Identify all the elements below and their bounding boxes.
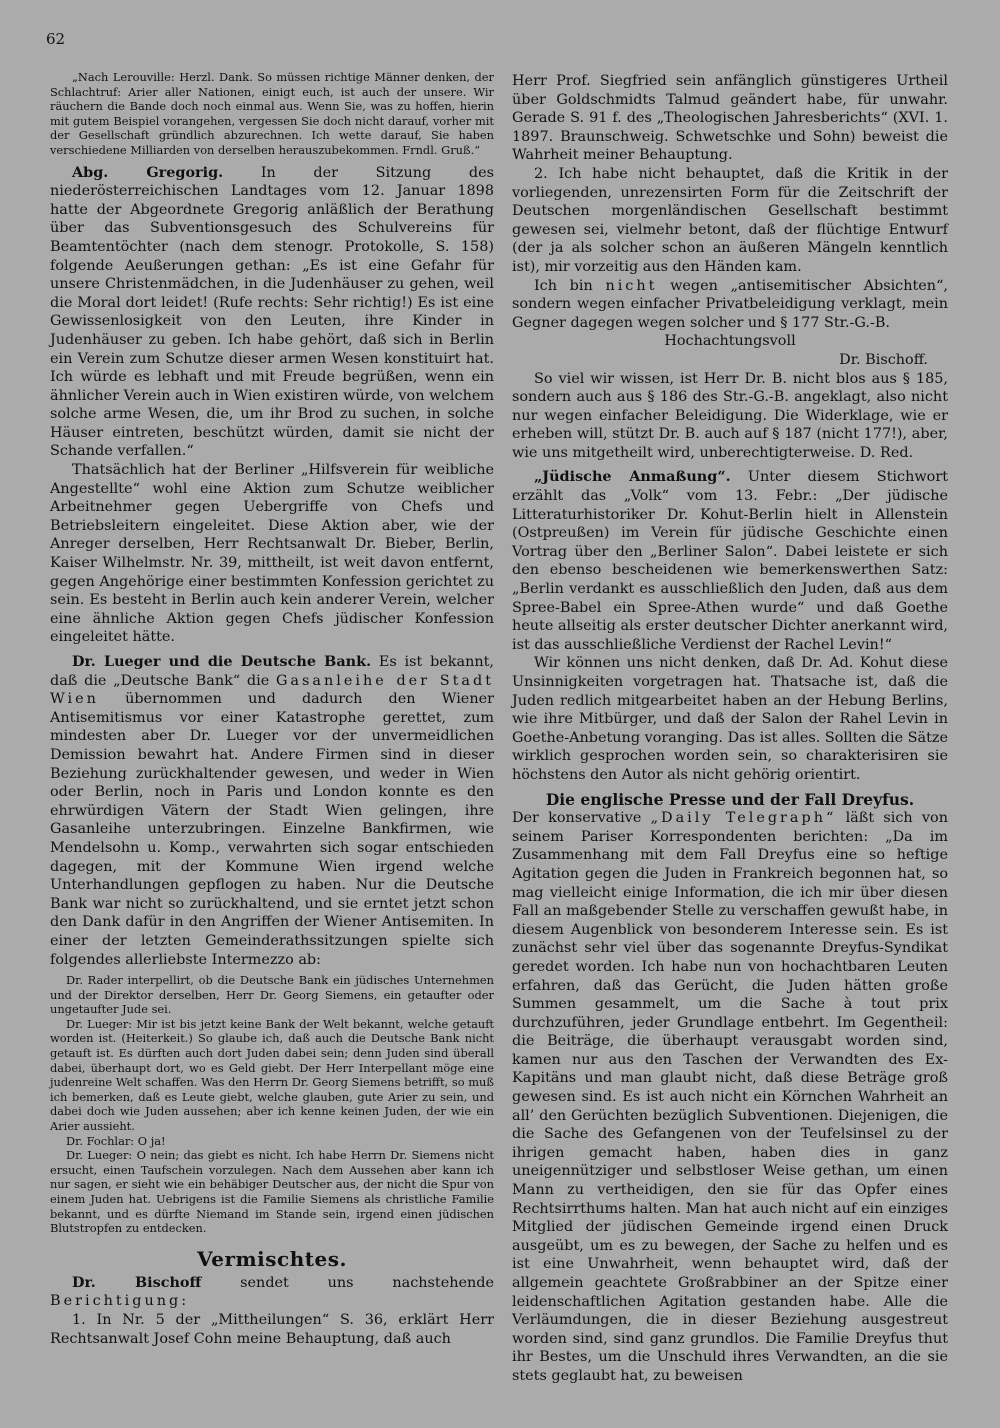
quote-lueger-1: Dr. Lueger: Mir ist bis jetzt keine Bank der Welt bekannt, welche getauft worden ist. (Heiterkeit.) So glaube ich, daß auch die Deutsche Bank nicht getauft ist. Es dürften auch dort Juden dabei sein; denn Juden sind überall dabei, überhaupt dort, wo es Geld giebt. Der Herr Interpellant möge eine judenreine Welt schaffen. Was den Herrn Dr. Georg Siemens betrifft, so muß ich bemerken, daß es Leute giebt, welche glauben, gute Arier zu sein, und dabei doch wie Juden aussehen; aber ich kenne keinen Juden, der wie ein Arier aussieht. [50,1016,494,1134]
anmassung-heading: „Jüdische Anmaßung“. [534,468,731,486]
bischoff-p4-a: Ich bin [534,277,593,294]
gregorig-paragraph [50,164,494,462]
bischoff-continuation: Herr Prof. Siegfried sein anfänglich günstigeres Urtheil über Goldschmidts Talmud geändert habe, für unwahr. Gerade S. 91 f. des „Theologischen Jahresberichts“ (XVI. 1. 1897. Braunschweig. Schwetschke und Sohn) beweist die Wahrheit meiner Behauptung. [512,73,948,164]
dreyfus-text-spaced: „Daily Telegraph“ [650,810,837,827]
dreyfus-heading: Die englische Presse und der Fall Dreyfus. [545,789,915,809]
gregorig-text: In der Sitzung des niederösterreichischen Landtages vom 12. Januar 1898 hatte der Abgeordnete Gregorig anläßlich der Berathung über das Subventionsgesuch des Schulvereins für Beamtentöchter (nach dem stenogr. Protokolle, S. 158) folgende Aeußerungen gethan: „Es ist eine Gefahr für unsere Christenmädchen, in die Judenhäuser zu gehen, weil die Moral dort leidet! (Rufe rechts: Sehr richtig!) Es ist eine Gewissenlosigkeit von den Leuten, ihre Kinder in Judenhäuser zu geben. Ich habe gehört, daß sich in Berlin ein Verein zum Schutze dieser armen Wesen konstituirt hat. Ich würde es lebhaft und mit Freude begrüßen, wenn ein ähnlicher Verein auch in Wien existiren würde, von welchem solche arme Wesen, die, um ihr Brod zu suchen, in solche Häuser eintreten, beschützt würden, damit sie nicht der Schande verfallen.“ [50,164,494,460]
bischoff-text-spaced: Berichtigung: [50,1293,190,1310]
dreyfus-text-b: läßt sich von seinem Pariser Korrespondenten berichten: „Da im Zusammenhang mit dem Fall Dreyfus eine so heftige Agitation gegen die Juden in Frankreich begonnen hat, so mag vielleicht einige Information, die ich mir über diesen Fall an maßgebender Stelle zu verschaffen gewußt habe, in diesem Augenblick von besonderem Interesse sein. Es ist zunächst sehr viel über das sogenannte Dreyfus-Syndikat geredet worden. Ich habe nun von hochachtbaren Leuten erfahren, daß das Gerücht, die Juden hätten große Summen gesammelt, um die Sache à tout prix durchzuführen, jeder Grundlage entbehrt. Im Gegentheil: die Beiträge, die überhaupt verausgabt worden sind, kamen nur aus den Taschen der Verwandten des Ex-Kapitäns und man glaubt nicht, daß diese Beträge groß gewesen sind. Es ist auch nicht ein Körnchen Wahrheit an all’ den Gerüchten bezüglich Subventionen. Diejenigen, die die Sache des Gefangenen von der Teufelsinsel zu der ihrigen gemacht haben, haben dies in ganz uneigennütziger und selbstloser Weise gethan, um einen Mann zu vertheidigen, den sie für das Opfer eines Rechtsirrthums halten. Man hat auch nicht auf ein einziges Mitglied der jüdischen Gemeinde irgend einen Druck ausgeübt, um es zu bewegen, der Sache zu helfen und es ist eine Unwahrheit, wenn behauptet wird, daß der allgemein geachtete Großrabbiner an der Spitze einer leidenschaftlichen Agitation gestanden habe. Alle die Verläumdungen, die in dieser Beziehung ausgestreut worden sind, sind ganz grundlos. Die Familie Dreyfus thut ihr Bestes, um die Unschuld ihres Verwandten, an die sie stets geglaubt hat, zu beweisen [512,810,948,1384]
editor-note: So viel wir wissen, ist Herr Dr. B. nicht blos aus § 185, sondern auch aus § 186 des Str.-G.-B. angeklagt, also nicht nur wegen einfacher Beleidigung. Die Widerklage, wie er erheben will, stützt Dr. B. auch auf § 187 (nicht 177!), aber, wie uns mitgetheilt wird, unberechtigterweise. D. Red. [512,370,948,461]
bischoff-paragraph [50,1274,494,1311]
bischoff-point-1: 1. In Nr. 5 der „Mittheilungen“ S. 36, erklärt Herr Rechtsanwalt Josef Cohn meine Behauptung, daß auch [50,1311,494,1347]
lueger-heading: Dr. Lueger und die Deutsche Bank. [72,653,372,670]
dreyfus-text-a: Der konservative [512,810,642,827]
section-title: Vermischtes. [197,1246,347,1271]
dreyfus-paragraph [512,809,948,1385]
quote-fochlar: Dr. Fochlar: O ja! [66,1133,166,1148]
bischoff-p4-spaced: nicht [605,277,658,294]
bischoff-p4-b: wegen „antisemitischer Absichten“, sondern wegen einfacher Privatbeleidigung verklagt, mein Gegner dagegen wegen solcher und § 177 Str.-G.-B. [512,277,949,331]
quote-lueger-2: Dr. Lueger: O nein; das giebt es nicht. Ich habe Herrn Dr. Siemens nicht ersucht, einen Taufschein vorzulegen. Nach dem Aussehen aber kann ich nur sagen, er sieht wie ein behäbiger Deutscher aus, der nicht die Spur von einem Juden hat. Uebrigens ist die Familie Siemens als christliche Familie bekannt, und es dürfte Niemand im Stande sein, irgend einen jüdischen Blutstropfen zu entdecken. [50,1148,494,1236]
lueger-text-b: übernommen und dadurch den Wiener Antisemitismus vor einer Katastrophe gerettet, zum mindesten aber Dr. Lueger vor der unvermeidlichen Demission bewahrt hat. Andere Firmen sind in dieser Beziehung zurückhaltender gewesen, und weder in Wien oder Berlin, noch in Paris und London konnte es den ehrwürdigen Vätern der Stadt Wien gelingen, ihre Gasanleihe unterzubringen. Einzelne Bankfirmen, wie Mendelsohn u. Komp., verwahrten sich sogar entschieden dagegen, mit der Kommune Wien irgend welche Unterhandlungen gepflogen zu haben. Nur die Deutsche Bank war nicht so zurückhaltend, und sie erntet jetzt schon den Dank dafür in den Angriffen der Wiener Antisemiten. In einer der letzten Gemeinderathssitzungen spielte sich folgendes allerliebste Intermezzo ab: [50,691,494,968]
anmassung-paragraph [512,468,948,654]
gregorig-paragraph-2: Thatsächlich hat der Berliner „Hilfsverein für weibliche Angestellte“ wohl eine Aktion zum Schutze weiblicher Arbeitnehmer gegen Uebergriffe von Chefs und Betriebsleitern eingeleitet. Diese Aktion aber, wie der Anreger derselben, Herr Rechtsanwalt Dr. Bieber, Berlin, Kaiser Wilhelmstr. Nr. 39, mittheilt, ist weit davon entfernt, gegen Angehörige einer bestimmten Konfession gerichtet zu sein. Es besteht in Berlin auch kein anderer Verein, welcher eine ähnliche Aktion gegen Chefs jüdischer Konfession eingeleitet hätte. [50,462,494,646]
letter-end: „Nach Lerouville: Herzl. Dank. So müssen richtige Männer denken, der Schlachtruf: Arier aller Nationen, einigt euch, ist auch der unsere. Wir räuchern die Bande doch noch einmal aus. Wenn Sie, was zu hoffen, hierin mit gutem Beispiel vorangehen, vergessen Sie doch nicht darauf, vorher mit der Gesellschaft gründlich abzurechnen. Ich wette darauf, Sie haben verschiedene Milliarden von derselben herauszubekommen. Frndl. Gruß.“ [50,70,494,157]
bischoff-heading: Dr. Bischoff [72,1273,202,1291]
bischoff-point-2: 2. Ich habe nicht behauptet, daß die Kritik in der vorliegenden, unrezensirten Form für die Zeitschrift der Deutschen morgenländischen Gesellschaft bestimmt gewesen sei, vielmehr betont, daß der flüchtige Entwurf (der ja als solcher schon an äußeren Mängeln kenntlich ist), mir vorzeitig aus den Händen kam. [512,165,948,275]
signature: Dr. Bischoff. [839,351,928,368]
bischoff-text-a: sendet uns nachstehende [240,1274,494,1291]
quote-rader: Dr. Rader interpellirt, ob die Deutsche Bank ein jüdisches Unternehmen und der Direktor derselben, Herr Dr. Georg Siemens, ein getaufter oder ungetaufter Jude sei. [50,973,494,1017]
page-number: 62 [46,30,66,48]
left-column [50,70,494,1348]
lueger-paragraph [50,653,494,969]
anmassung-text: Unter diesem Stichwort erzählt das „Volk“ vom 13. Febr.: „Der jüdische Litteraturhistoriker Dr. Kohut-Berlin hielt in Allenstein (Ostpreußen) im Verein für jüdische Geschichte einen Vortrag über den „Berliner Salon“. Dabei leistete er sich den ebenso bescheidenen wie bemerkenswerthen Satz: „Berlin verdankt es ausschließlich den Juden, daß aus dem Spree-Babel ein Spree-Athen wurde“ und daß Goethe heute allseitig als erster deutscher Dichter anerkannt wird, ist das ausschließliche Verdienst der Rachel Levin!“ [512,469,948,653]
gregorig-heading: Abg. Gregorig. [72,163,224,181]
lueger-text-a: Es ist bekannt, daß die „Deutsche Bank“ die [50,654,495,689]
lueger-text-spaced: Gasanleihe der Stadt Wien [50,672,495,708]
closing-line: Hochachtungsvoll [664,333,796,350]
anmassung-paragraph-2: Wir können uns nicht denken, daß Dr. Ad. Kohut diese Unsinnigkeiten vorgetragen hat. Thatsache ist, daß die Juden redlich mitgearbeitet haben an der Hebung Berlins, wie ihre Mitbürger, und daß der Salon der Rahel Levin in Goethe-Anbetung voranging. Das ist alles. Sollten die Sätze wirklich gesprochen worden sein, so charakterisiren sie höchstens den Autor als nicht gehörig orientirt. [512,655,948,783]
right-column [512,72,948,1386]
bischoff-point-3 [512,277,948,333]
